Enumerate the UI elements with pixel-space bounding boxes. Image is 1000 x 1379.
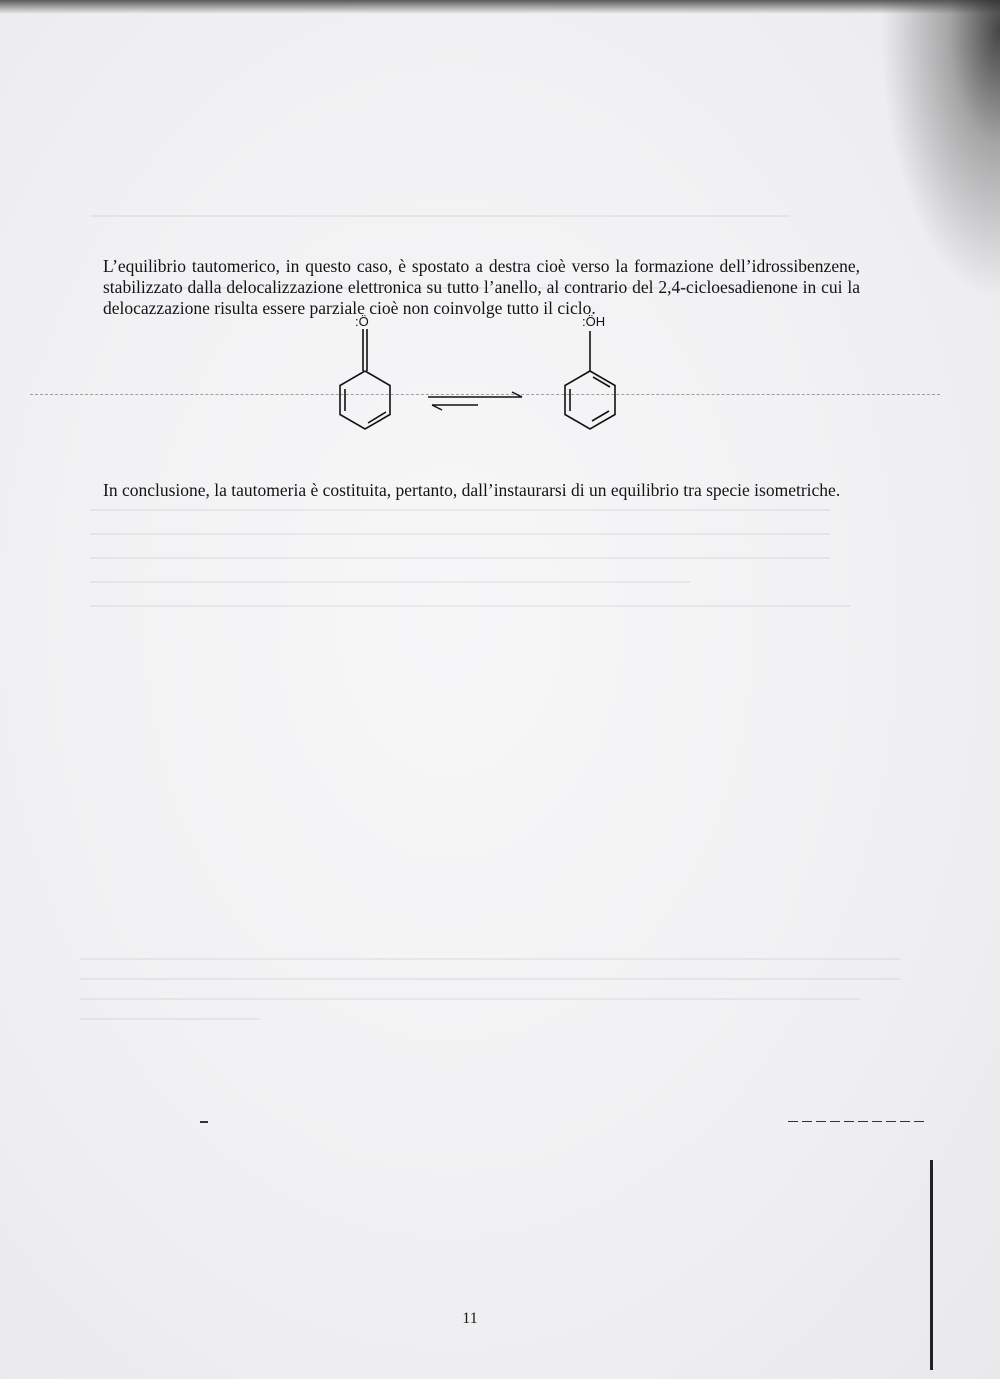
- scan-shadow-corner: [880, 0, 1000, 300]
- scan-shadow-top: [0, 0, 1000, 14]
- stray-mark: [200, 1121, 208, 1123]
- phenol-structure: [565, 331, 615, 429]
- paragraph-tautomeric-equilibrium: L’equilibrio tautomerico, in questo caso, è spostato a destra cioè verso la formazione dell’idrossibenzene, stabilizzato dalla delocalizzazione elettronica su tutto l’anello, al contrario del 2,4-cicloesadienone in cui la delocazzazione risulta essere parziale cioè non coinvolge tutto il ciclo.: [103, 255, 860, 318]
- stray-dashed-mark: [788, 1121, 928, 1122]
- scan-edge-line: [930, 1160, 933, 1370]
- page-number: 11: [462, 1310, 478, 1327]
- paragraph-conclusion: In conclusione, la tautomeria è costituita, pertanto, dall’instaurarsi di un equilibrio tra specie isometriche.: [103, 479, 841, 500]
- hydroxyl-label: :ÖH: [582, 314, 606, 329]
- ketone-oxygen-label: :Ö: [355, 314, 369, 329]
- equilibrium-arrow: [428, 392, 522, 410]
- tautomerism-reaction-scheme: [300, 305, 660, 435]
- bleed-through-texture-lower: [80, 950, 930, 1030]
- cyclohexadienone-structure: [340, 329, 390, 429]
